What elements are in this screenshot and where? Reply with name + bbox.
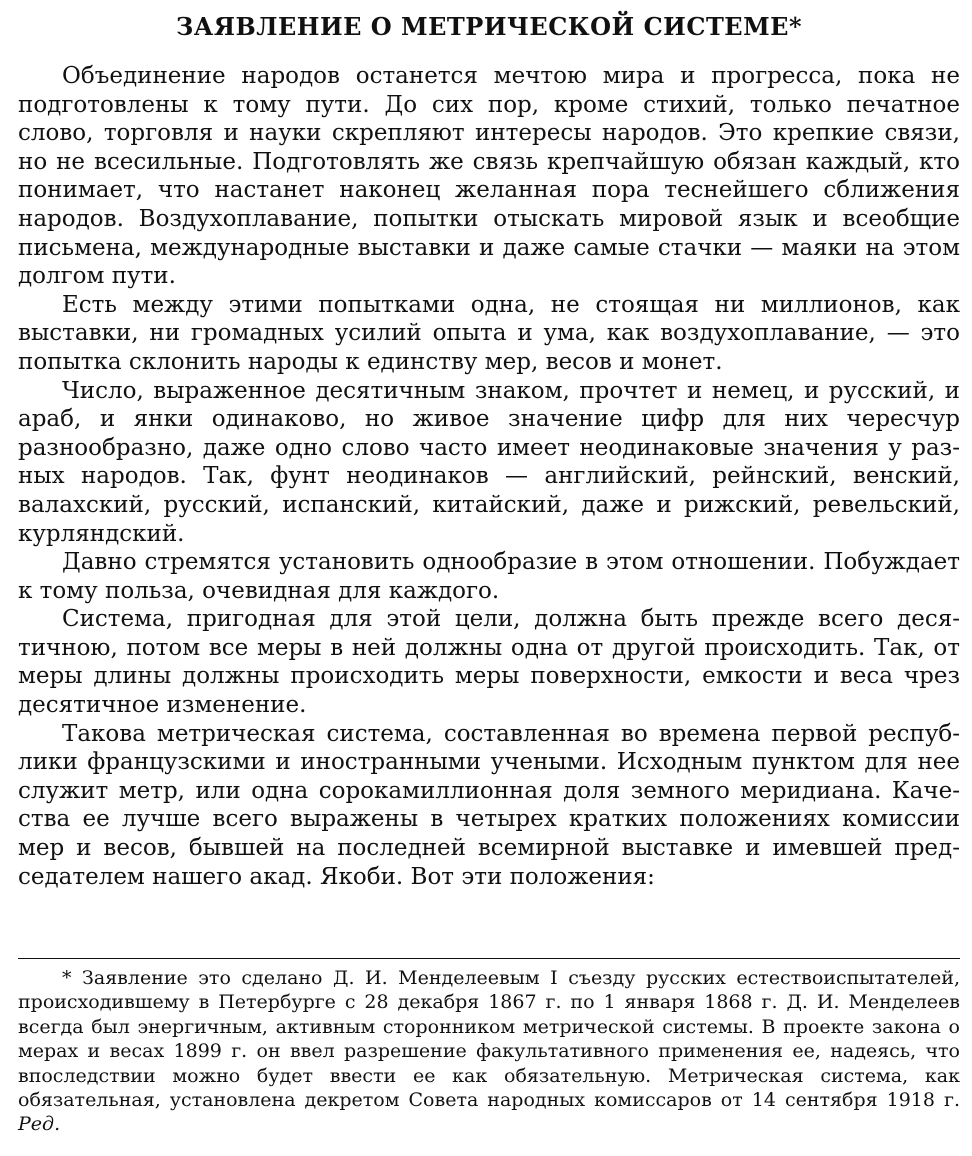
paragraph-5: Система, пригодная для этой цели, должна быть прежде всего десятичною, потом все меры в ней должны одна от другой происходить. Так, от меры длины должны происходить меры поверхности, емкости и веса чрез десятичное изменение. [18, 606, 960, 719]
paragraph-3: Число, выраженное десятичным знаком, прочтет и немец, и русский, и араб, и янки одинаково, но живое значение цифр для них чересчур разнообразно, даже одно слово часто имеет неодинаковые значения у разных народов. Так, фунт неодинаков — английский, рейнский, венский, валахский, русский, испанский, китайский, даже и рижский, ревельский, курляндский. [18, 377, 960, 547]
footnote-editor-mark: Ред. [18, 1113, 61, 1136]
paragraph-6: Такова метрическая система, составленная во времена первой республики французскими и иностранными учеными. Исходным пунктом для нее служит метр, или одна сорокамиллионная доля земного меридиана. Качества ее лучше всего выражены в четырех кратких положениях комиссии мер и весов, бывшей на последней всемирной выставке и имевшей председателем нашего акад. Якоби. Вот эти положения: [18, 720, 960, 890]
footnote-text: * Заявление это сделано Д. И. Менделеевым I съезду русских естествоиспытателей, происходившему в Петербурге с 28 декабря 1867 г. по 1 января 1868 г. Д. И. Менделеев всегда был энергичным, активным сторонником метрической системы. В проекте закона о мерах и весах 1899 г. он ввел разрешение факультативного применения ее, надеясь, что впоследствии можно будет ввести ее как обязательную. Метрическая система, как обязательная, установлена декретом Совета народных комиссаров от 14 сентября 1918 г. [18, 967, 960, 1112]
document-body [18, 62, 960, 891]
page-title: ЗАЯВЛЕНИЕ О МЕТРИЧЕСКОЙ СИСТЕМЕ* [175, 12, 803, 41]
footnote [18, 966, 960, 1137]
paragraph-1: Объединение народов останется мечтою мира и прогресса, пока не подготовлены к тому пути. До сих пор, кроме стихий, только печатное слово, торговля и науки скрепляют интересы народов. Это крепкие связи, но не всесильные. Подготовлять же связь крепчайшую обязан каждый, кто понимает, что настанет наконец желанная пора теснейшего сближения народов. Воздухоплавание, попытки отыскать мировой язык и всеобщие письмена, международные выставки и даже самые стачки — маяки на этом долгом пути. [18, 63, 960, 290]
footnote-divider [18, 958, 960, 959]
paragraph-2: Есть между этими попытками одна, не стоящая ни миллионов, как выставки, ни громадных усилий опыта и ума, как воздухоплавание, — это попытка склонить народы к единству мер, весов и монет. [18, 291, 960, 375]
paragraph-4: Давно стремятся установить однообразие в этом отношении. Побуждает к тому польза, очевидная для каждого. [18, 549, 960, 604]
